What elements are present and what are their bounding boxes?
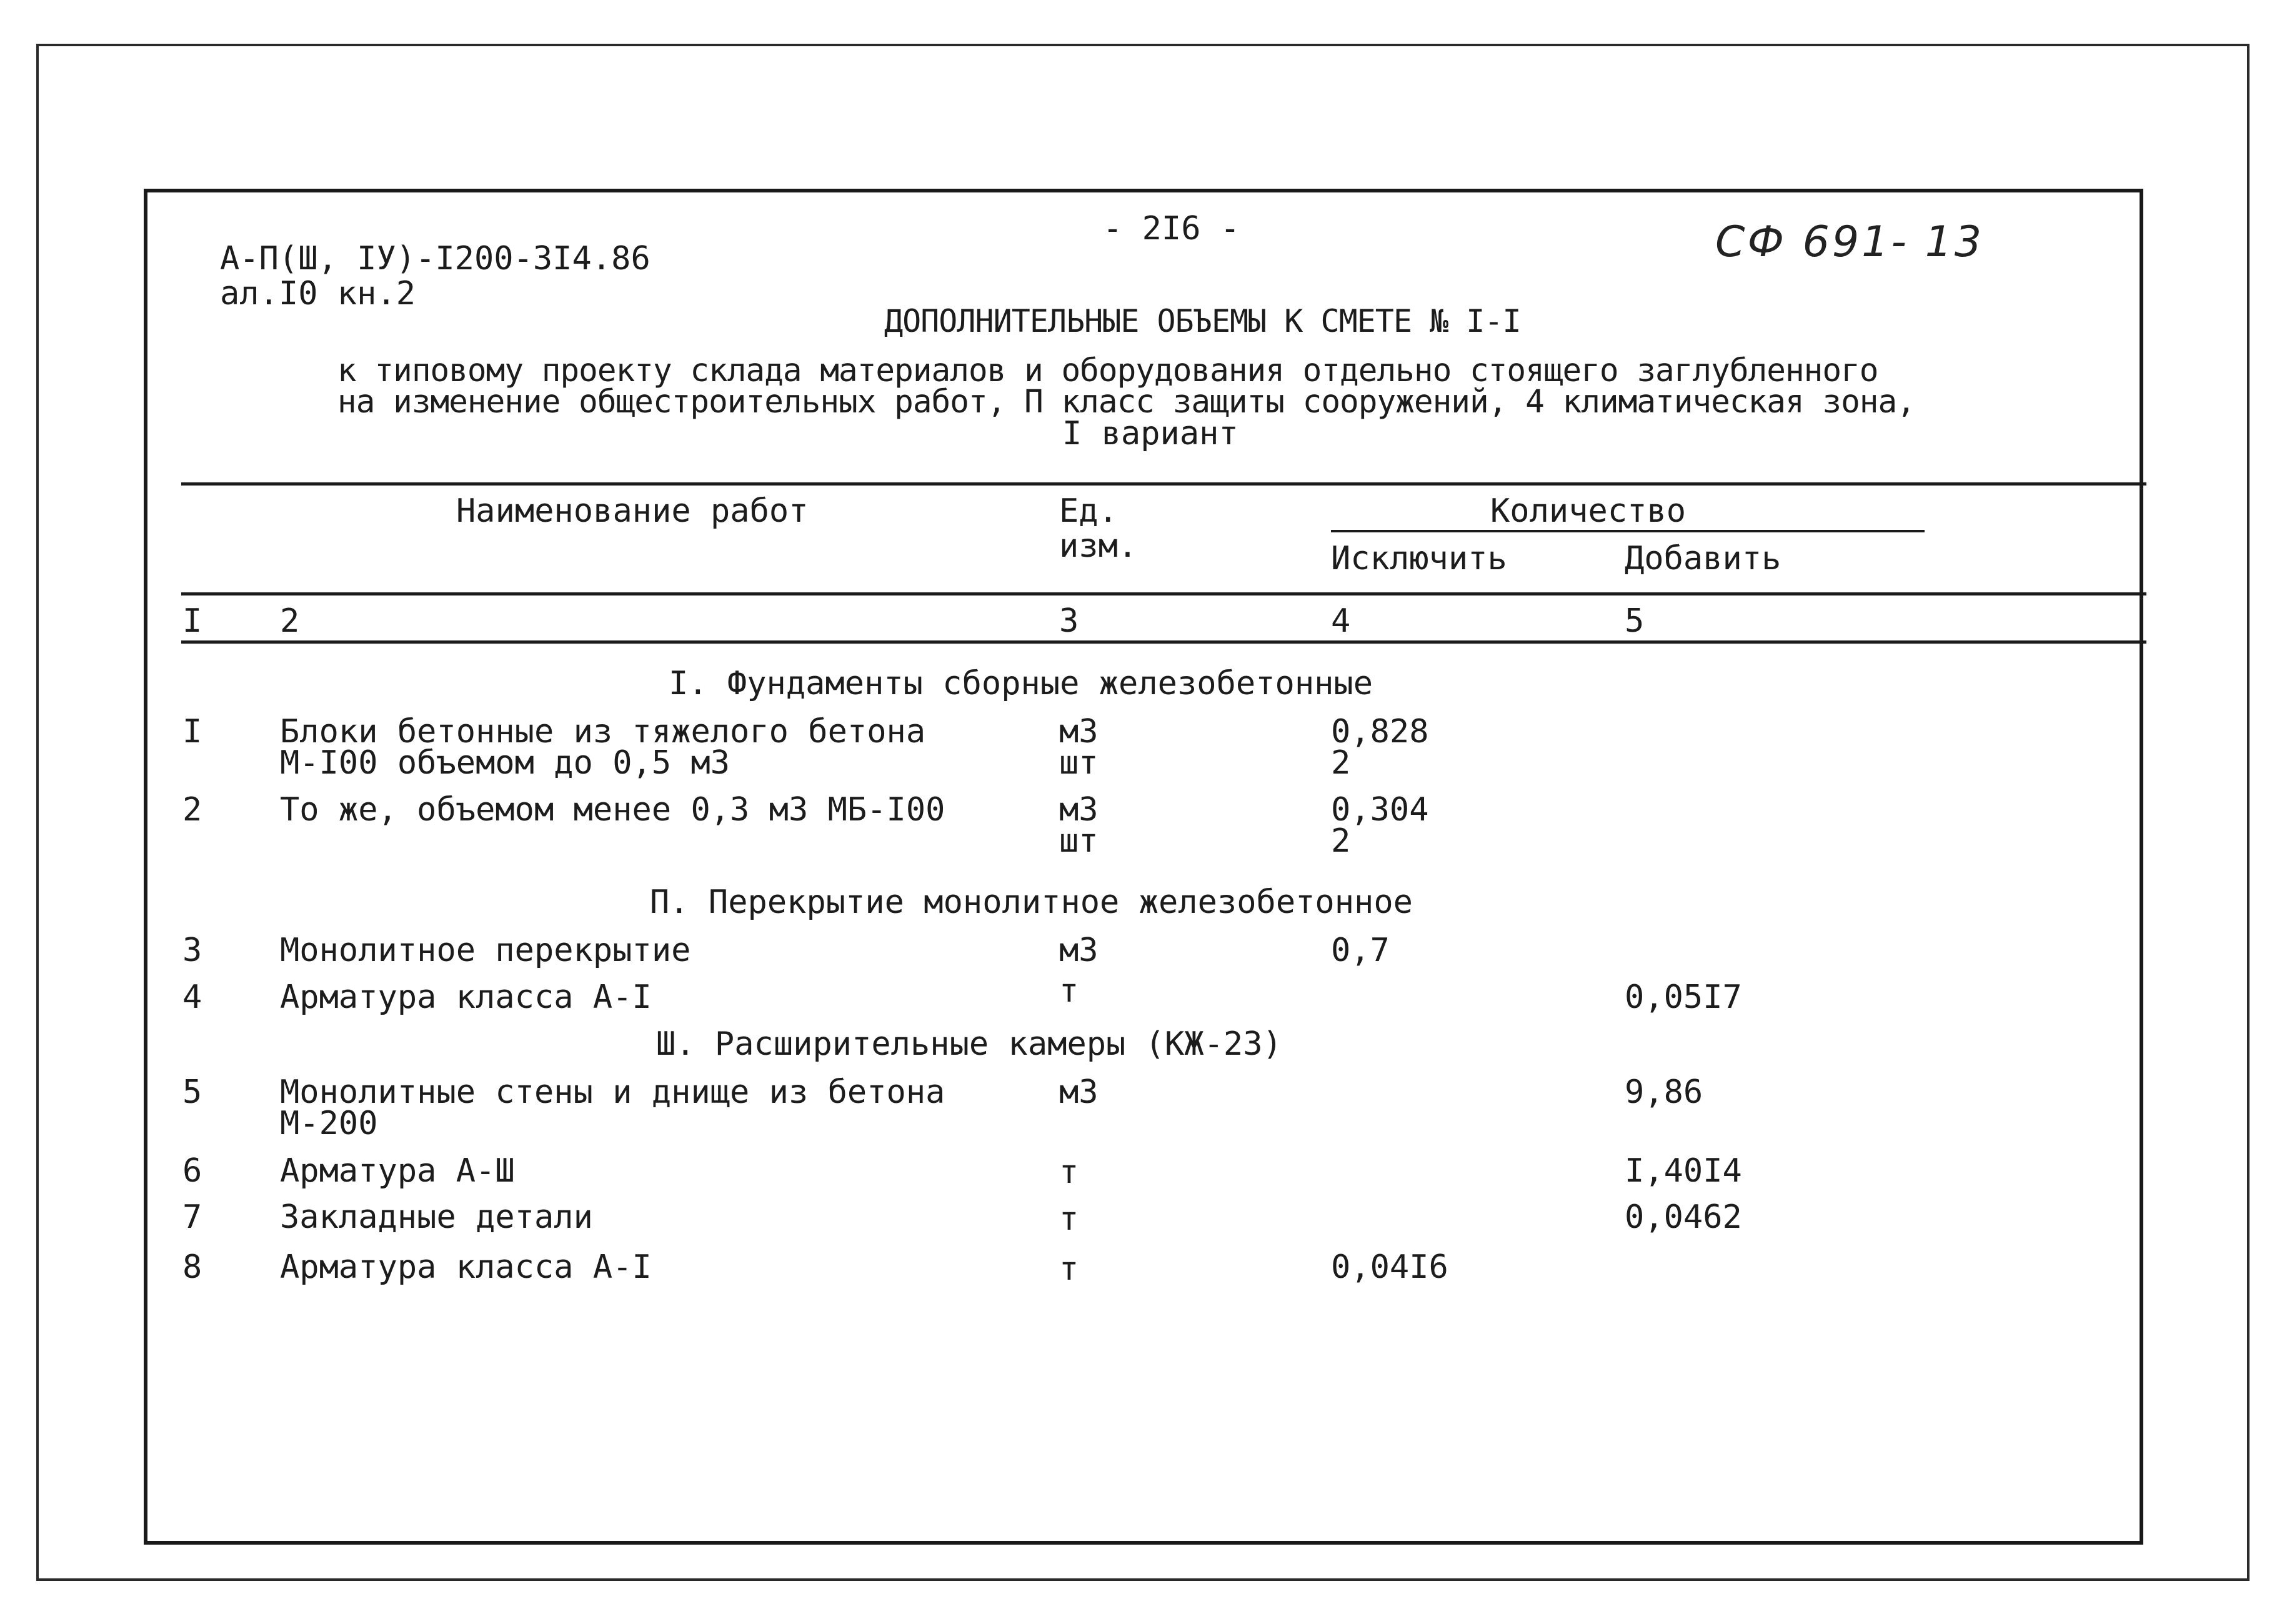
- row-number: 7: [182, 1198, 202, 1236]
- row-unit: м3: [1059, 932, 1099, 969]
- section-title: Ш. Расширительные камеры (КЖ-23): [656, 1025, 1282, 1063]
- section-title: П. Перекрытие монолитное железобетонное: [650, 884, 1413, 921]
- page-title: ДОПОЛНИТЕЛЬНЫЕ ОБЪЕМЫ К СМЕТЕ № I-I: [884, 303, 1521, 339]
- column-header-name: Наименование работ: [456, 492, 809, 530]
- row-name-line: Монолитное перекрытие: [280, 932, 691, 969]
- column-number-5: 5: [1625, 602, 1645, 640]
- column-number-2: 2: [280, 602, 300, 640]
- column-numbers-rule: [181, 640, 2146, 644]
- row-number: 2: [182, 791, 202, 829]
- header-bottom-rule: [181, 592, 2146, 595]
- row-add-value: 9,86: [1625, 1074, 1703, 1111]
- row-name-line: Закладные детали: [280, 1198, 593, 1236]
- row-unit: м3: [1059, 1074, 1099, 1111]
- subtitle-line-3: I вариант: [1062, 415, 1238, 452]
- row-add-value: 0,0462: [1625, 1198, 1742, 1236]
- row-name-line: Арматура класса А-I: [280, 1248, 652, 1286]
- table-top-rule: [181, 482, 2146, 486]
- row-number: 4: [182, 979, 202, 1016]
- row-number: 6: [182, 1152, 202, 1190]
- row-exclude-value: 2: [1331, 822, 1351, 860]
- row-unit: м3: [1059, 791, 1099, 829]
- row-number: I: [182, 713, 202, 750]
- row-add-value: I,40I4: [1625, 1152, 1742, 1190]
- subtitle-line-2: на изменение общестроительных работ, П класс защиты сооружений, 4 климатическая зона,: [337, 384, 1915, 421]
- column-header-exclude: Исключить: [1331, 540, 1507, 577]
- row-number: 8: [182, 1248, 202, 1286]
- quantity-subrule: [1331, 530, 1925, 532]
- column-header-quantity: Количество: [1490, 492, 1687, 530]
- row-name-line: Арматура класса А-I: [280, 979, 652, 1016]
- row-name-line: Блоки бетонные из тяжелого бетона: [280, 713, 926, 750]
- row-add-value: 0,05I7: [1625, 979, 1742, 1016]
- row-name-line: Монолитные стены и днище из бетона: [280, 1074, 945, 1111]
- row-unit: т: [1059, 1153, 1079, 1191]
- row-unit: шт: [1059, 744, 1099, 782]
- row-unit: т: [1059, 972, 1079, 1010]
- column-number-3: 3: [1059, 602, 1079, 640]
- album-book: ал.I0 кн.2: [220, 275, 416, 312]
- column-header-add: Добавить: [1625, 540, 1781, 577]
- row-name-line: М-I00 объемом до 0,5 м3: [280, 744, 730, 782]
- row-number: 5: [182, 1074, 202, 1111]
- column-header-unit-1: Ед.: [1059, 492, 1118, 530]
- doc-code: А-П(Ш, IУ)-I200-3I4.86: [220, 240, 650, 277]
- row-name-line: М-200: [280, 1105, 378, 1142]
- row-exclude-value: 0,04I6: [1331, 1248, 1448, 1286]
- row-unit: шт: [1059, 822, 1099, 860]
- row-exclude-value: 0,304: [1331, 791, 1429, 829]
- row-unit: т: [1059, 1200, 1079, 1238]
- handwritten-code: СФ 691- 13: [1715, 217, 1985, 267]
- row-number: 3: [182, 932, 202, 969]
- subtitle-line-1: к типовому проекту склада материалов и оборудования отдельно стоящего заглубленного: [337, 352, 1878, 389]
- row-exclude-value: 2: [1331, 744, 1351, 782]
- column-number-4: 4: [1331, 602, 1351, 640]
- row-exclude-value: 0,7: [1331, 932, 1390, 969]
- column-header-unit-2: изм.: [1059, 527, 1138, 565]
- row-exclude-value: 0,828: [1331, 713, 1429, 750]
- row-name-line: То же, объемом менее 0,3 м3 МБ-I00: [280, 791, 945, 829]
- section-title: I. Фундаменты сборные железобетонные: [669, 665, 1373, 702]
- row-unit: т: [1059, 1250, 1079, 1288]
- row-unit: м3: [1059, 713, 1099, 750]
- column-number-1: I: [182, 602, 202, 640]
- page-number: - 2I6 -: [1103, 210, 1240, 247]
- row-name-line: Арматура А-Ш: [280, 1152, 515, 1190]
